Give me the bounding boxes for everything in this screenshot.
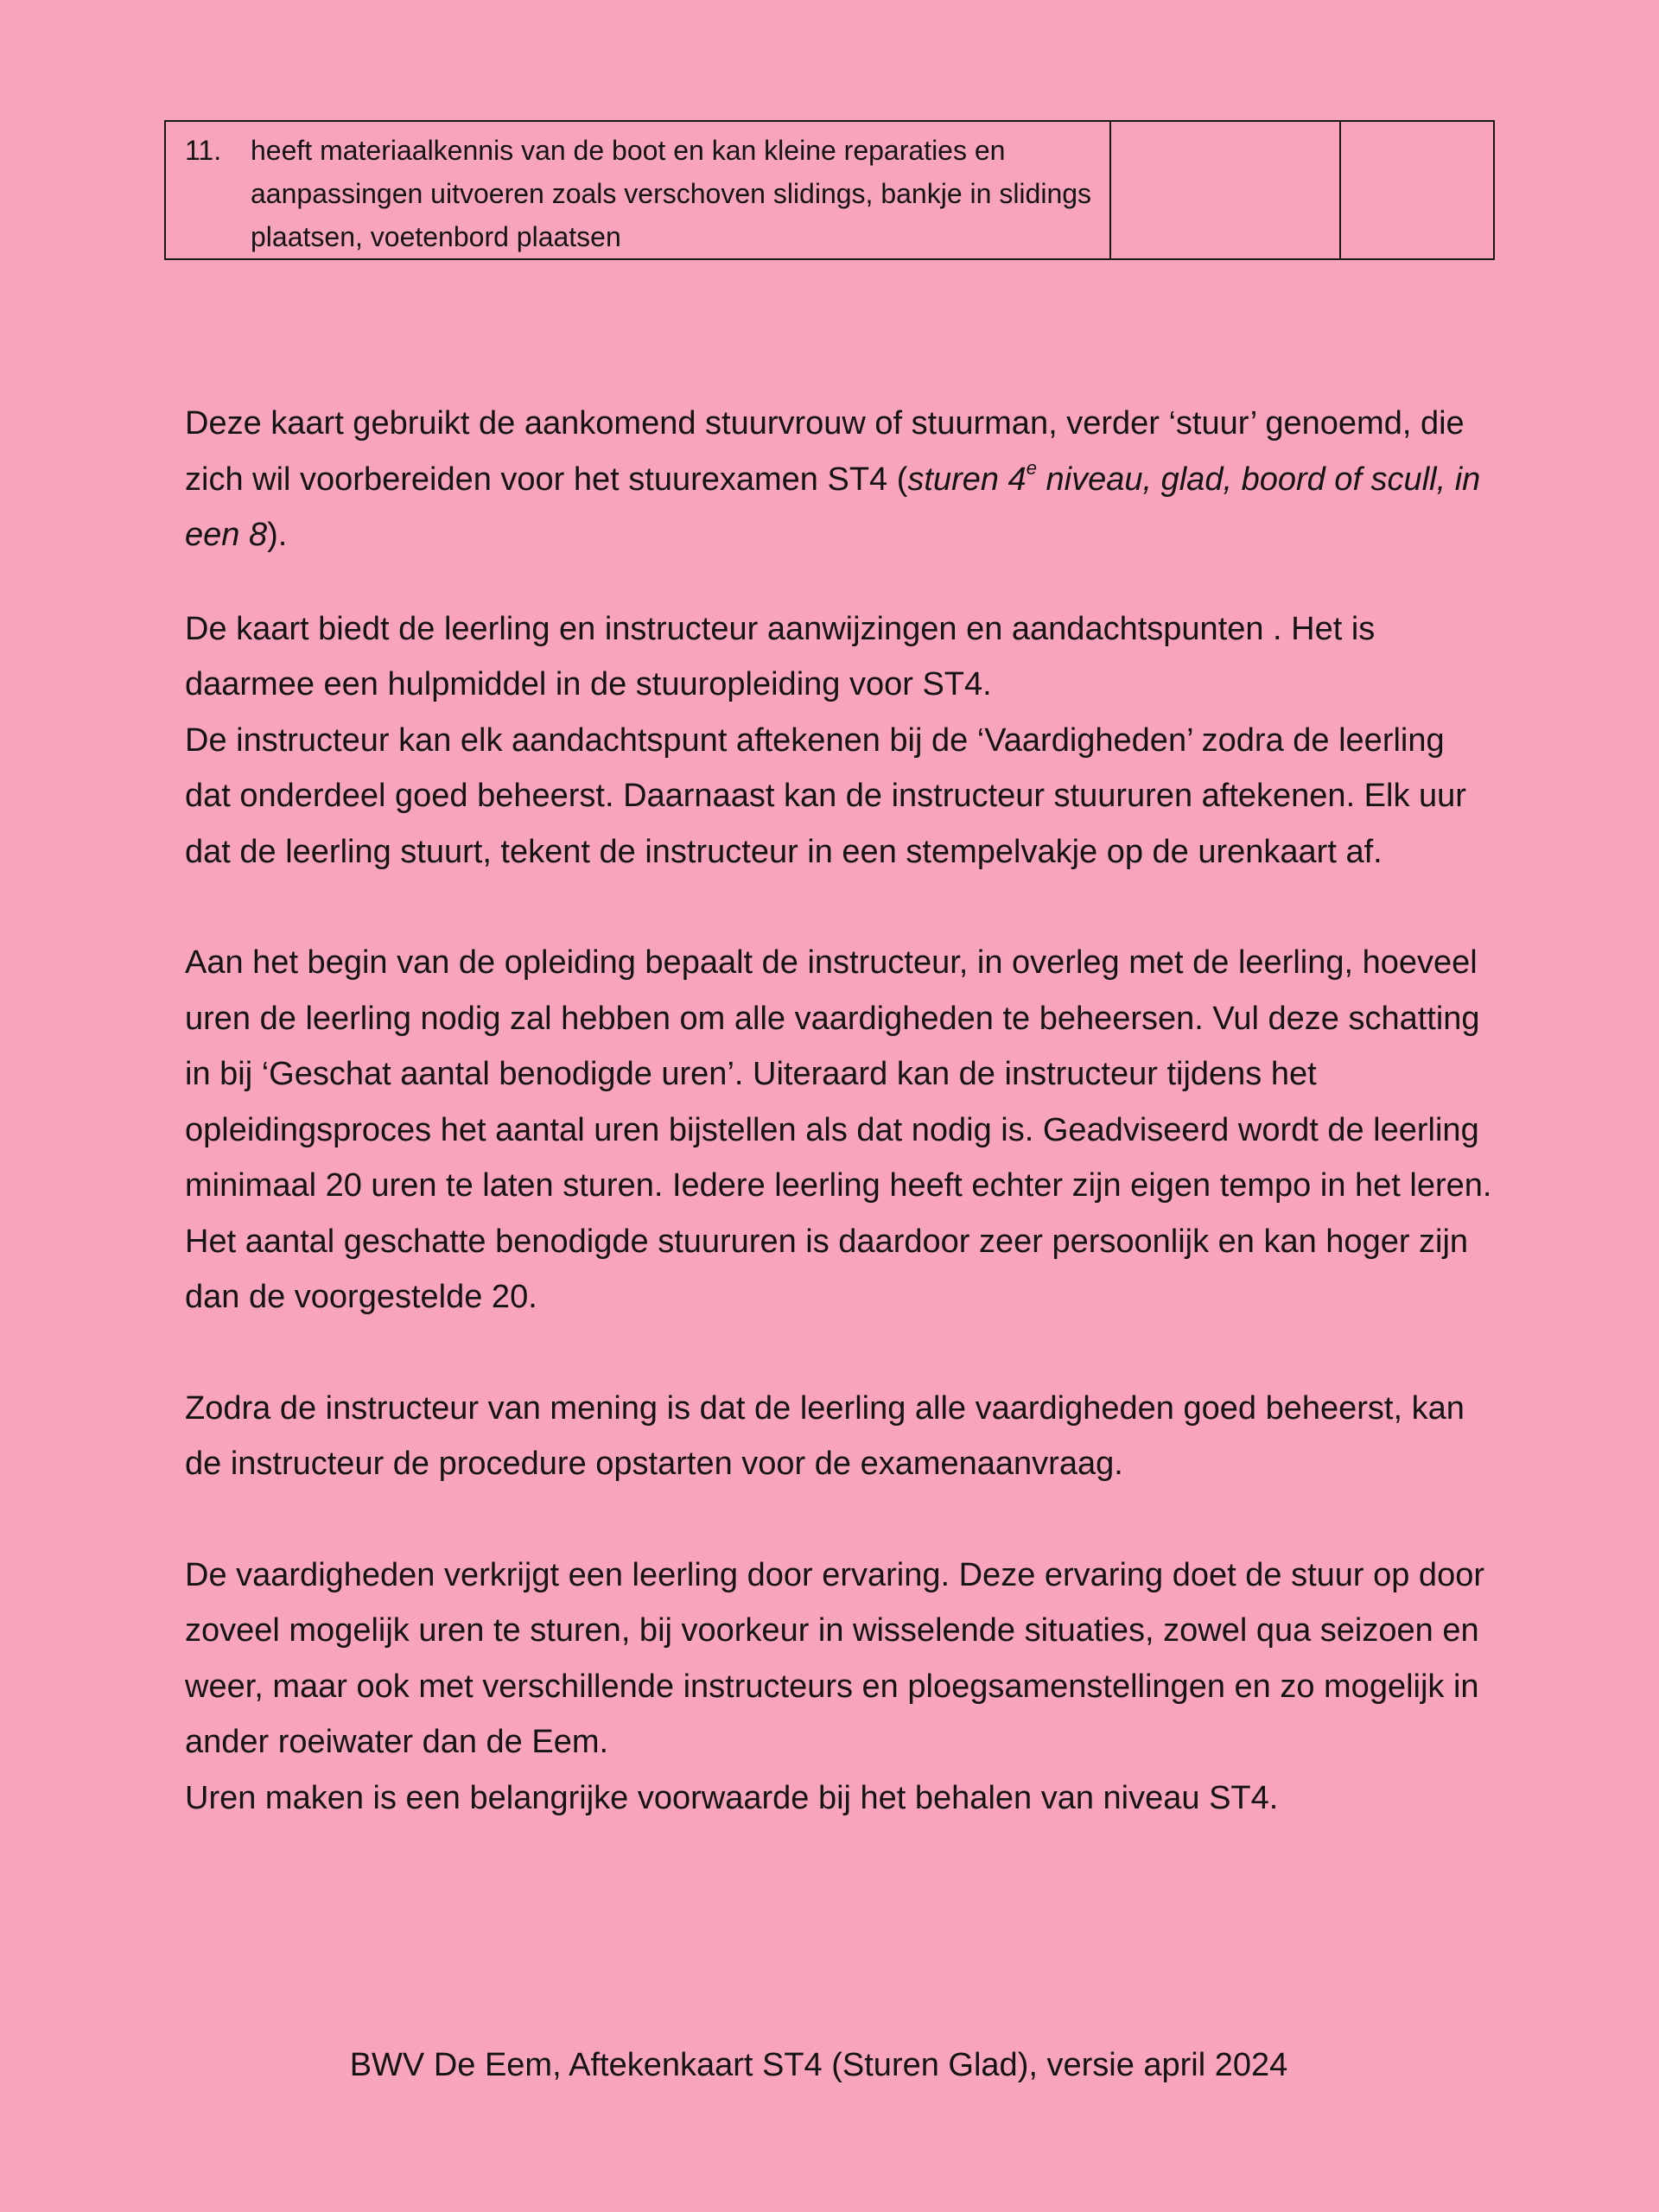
paragraph-requirement: Uren maken is een belangrijke voorwaarde bij het behalen van niveau ST4. [185, 1779, 1279, 1816]
table-row [165, 121, 1494, 259]
paragraph-experience: De vaardigheden verkrijgt een leerling door ervaring. Deze ervaring doet de stuur op door zoveel mogelijk uren te sturen, bij voorkeur in wisselende situaties, zowel qua seizoen en weer, maar ook met verschillende instructeurs en ploegsamenstellingen en zo mogelijk in ander roeiwater dan de Eem. [185, 1556, 1484, 1760]
skill-description-cell [165, 121, 1110, 259]
paragraph-hours: Aan het begin van de opleiding bepaalt de instructeur, in overleg met de leerling, hoeveel uren de leerling nodig zal hebben om alle vaardigheden te beheersen. Vul deze schatting in bij ‘Geschat aantal benodigde uren’. Uiteraard kan de instructeur tijdens het opleidingsproces het aantal uren bijstellen als dat nodig is. Geadviseerd wordt de leerling minimaal 20 uren te laten sturen. Iedere leerling heeft echter zijn eigen tempo in het leren. Het aantal geschatte benodigde stuururen is daardoor zeer persoonlijk en kan hoger zijn dan de voorgestelde 20. [185, 944, 1492, 1315]
intro-text: Deze kaart gebruikt de aankomend stuurvrouw of stuurman, verder ‘stuur’ genoemd, die zich wil voorbereiden voor het stuurexamen ST4 ( [185, 405, 1465, 498]
paragraph-signoff: De instructeur kan elk aandachtspunt aftekenen bij de ‘Vaardigheden’ zodra de leerling dat onderdeel goed beheerst. Daarnaast kan de instructeur stuururen aftekenen. Elk uur dat de leerling stuurt, tekent de instructeur in een stempelvakje op de urenkaart af. [185, 721, 1466, 870]
intro-italic: sturen 4 [907, 461, 1027, 498]
intro-italic-rest: niveau, glad, boord of scull, in een 8 [185, 461, 1481, 553]
skills-table [164, 120, 1495, 260]
body-text [185, 396, 1498, 1826]
paragraph-purpose: De kaart biedt de leerling en instructeur aanwijzingen en aandachtspunten . Het is daarmee een hulpmiddel in de stuuropleiding voor ST4. [185, 610, 1376, 702]
page-footer: BWV De Eem, Aftekenkaart ST4 (Sturen Glad), versie april 2024 [349, 2047, 1288, 2083]
signoff-cell-2[interactable] [1340, 121, 1494, 259]
signoff-cell-1[interactable] [1110, 121, 1340, 259]
intro-closing: ). [267, 517, 288, 553]
paragraph-intro [185, 396, 1498, 563]
skill-text: heeft materiaalkennis van de boot en kan kleine reparaties en aanpassingen uitvoeren zoals verschoven slidings, bankje in slidings plaatsen, voetenbord plaatsen [251, 135, 1092, 252]
paragraph-exam: Zodra de instructeur van mening is dat de leerling alle vaardigheden goed beheerst, kan de instructeur de procedure opstarten voor de examenaanvraag. [185, 1389, 1465, 1482]
skill-number: 11. [185, 135, 222, 166]
intro-superscript: e [1026, 456, 1037, 479]
